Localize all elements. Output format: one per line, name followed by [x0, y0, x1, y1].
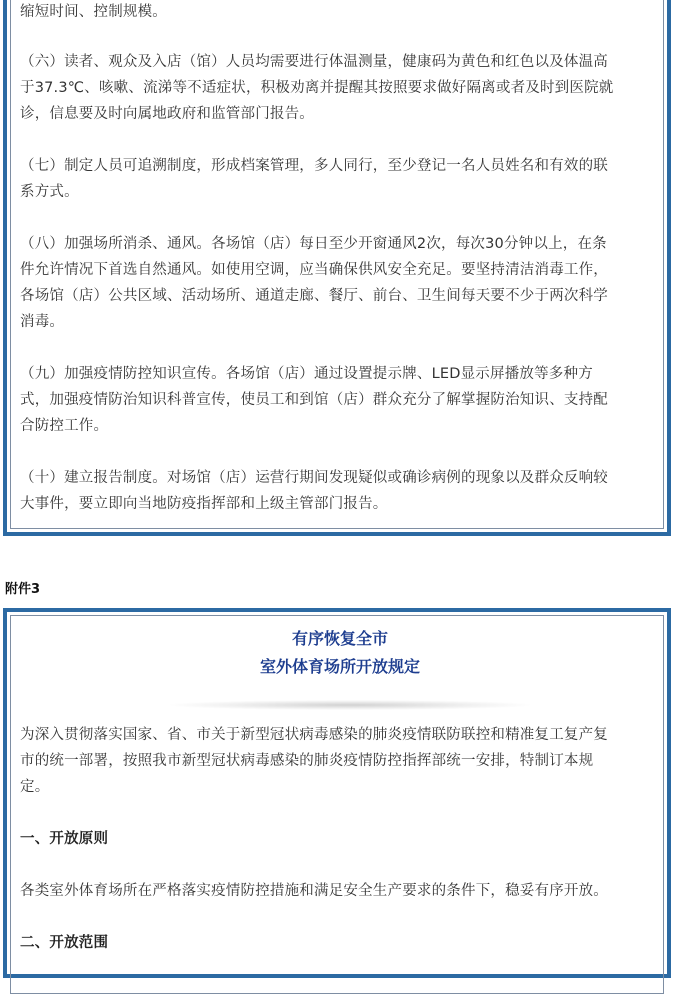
paragraph-line: （十）建立报告制度。对场馆（店）运营行期间发现疑似或确诊病例的现象以及群众反响较: [20, 470, 608, 486]
principle-text: 各类室外体育场所在严格落实疫情防控措施和满足安全生产要求的条件下，稳妥有序开放。: [20, 883, 608, 899]
paragraph-line: 件允许情况下首选自然通风。如使用空调，应当确保供风安全充足。要坚持清洁消毒工作，: [20, 262, 608, 278]
paragraph-line: 于37.3℃、咳嗽、流涕等不适症状，积极劝离并提醒其按照要求做好隔离或者及时到医院就: [20, 80, 614, 96]
intro-line: 定。: [20, 779, 50, 795]
paragraph-line: （九）加强疫情防控知识宣传。各场馆（店）通过设置提示牌、LED显示屏播放等多种方: [20, 366, 593, 382]
doc-title-line1: 有序恢复全市: [291, 629, 388, 648]
paragraph-line: （八）加强场所消杀、通风。各场馆（店）每日至少开窗通风2次，每次30分钟以上，在条: [20, 236, 607, 252]
paragraph-line: 缩短时间、控制规模。: [20, 4, 167, 20]
title-divider: [170, 700, 530, 710]
paragraph-line: （六）读者、观众及入店（馆）人员均需要进行体温测量，健康码为黄色和红色以及体温高: [20, 54, 608, 70]
attachment-label: 附件3: [5, 582, 41, 597]
intro-line: 市的统一部署，按照我市新型冠状病毒感染的肺炎疫情防控指挥部统一安排，特制订本规: [20, 753, 594, 769]
paragraph-line: 大事件，要立即向当地防疫指挥部和上级主管部门报告。: [20, 496, 388, 512]
intro-line: 为深入贯彻落实国家、省、市关于新型冠状病毒感染的肺炎疫情联防联控和精准复工复产复: [20, 727, 608, 743]
paragraph-line: （七）制定人员可追溯制度，形成档案管理，多人同行，至少登记一名人员姓名和有效的联: [20, 158, 608, 174]
paragraph-line: 系方式。: [20, 184, 79, 200]
heading-open-principle: 一、开放原则: [20, 831, 109, 847]
paragraph-line: 诊，信息要及时向属地政府和监管部门报告。: [20, 106, 314, 122]
doc-title-line2: 室外体育场所开放规定: [259, 657, 420, 676]
paragraph-line: 消毒。: [20, 314, 65, 330]
heading-open-scope: 二、开放范围: [20, 935, 109, 951]
paragraph-line: 各场馆（店）公共区域、活动场所、通道走廊、餐厅、前台、卫生间每天要不少于两次科学: [20, 288, 608, 304]
paragraph-line: 式，加强疫情防治知识科普宣传，使员工和到馆（店）群众充分了解掌握防治知识、支持配: [20, 392, 608, 408]
paragraph-line: 合防控工作。: [20, 418, 109, 434]
